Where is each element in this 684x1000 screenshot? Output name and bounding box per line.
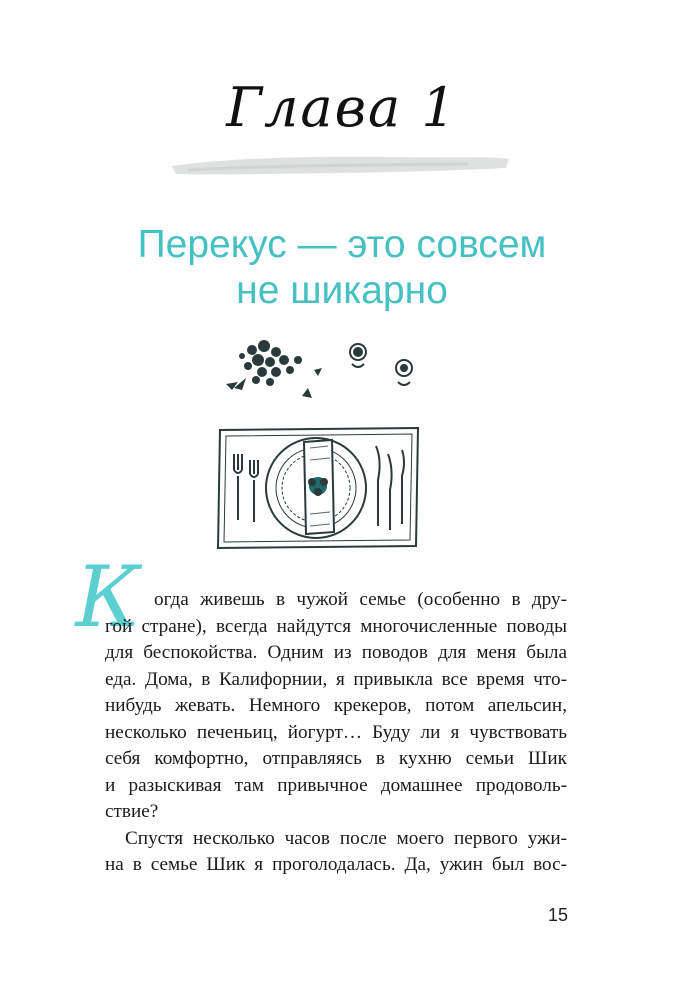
text-line: огда живешь в чужой семье (особенно в дру- bbox=[154, 589, 567, 610]
drop-cap: К bbox=[75, 548, 141, 646]
text-line: гой стране), всегда найдутся многочисленные поводы bbox=[105, 615, 567, 637]
text-line: Спустя несколько часов после моего первого ужи- bbox=[125, 827, 567, 849]
text-line: нибудь жевать. Немного крекеров, потом апельсин, bbox=[105, 695, 567, 716]
chapter-title: Глава 1 bbox=[226, 76, 458, 139]
knife-icon bbox=[376, 446, 404, 530]
chapter-heading bbox=[0, 222, 684, 314]
fork-icon bbox=[234, 454, 258, 522]
brush-stroke-divider bbox=[168, 148, 513, 180]
text-line: себя комфортно, отправляясь в кухню семьи Шик bbox=[105, 748, 567, 769]
flower-bouquet-icon bbox=[226, 340, 322, 398]
page-number: 15 bbox=[547, 905, 568, 925]
chapter-heading-line-1: Перекус — это совсем bbox=[137, 223, 547, 266]
napkin-icon bbox=[304, 440, 334, 534]
glass-icon bbox=[350, 344, 412, 385]
text-line: ствие? bbox=[105, 801, 159, 822]
text-line: для беспокойства. Одним из поводов для меня была bbox=[105, 642, 567, 663]
text-line: на в семье Шик я проголодалась. Да, ужин был вос- bbox=[105, 854, 567, 875]
table-setting-icon bbox=[212, 330, 432, 554]
body-text bbox=[105, 587, 567, 879]
text-line: еда. Дома, в Калифорнии, я привыкла все время что- bbox=[105, 668, 567, 690]
text-line: и разыскивая там привычное домашнее продоволь- bbox=[105, 774, 567, 796]
text-line: несколько печеньиц, йогурт… Буду ли я чувствовать bbox=[105, 721, 567, 743]
chapter-heading-line-2: не шикарно bbox=[236, 269, 448, 312]
